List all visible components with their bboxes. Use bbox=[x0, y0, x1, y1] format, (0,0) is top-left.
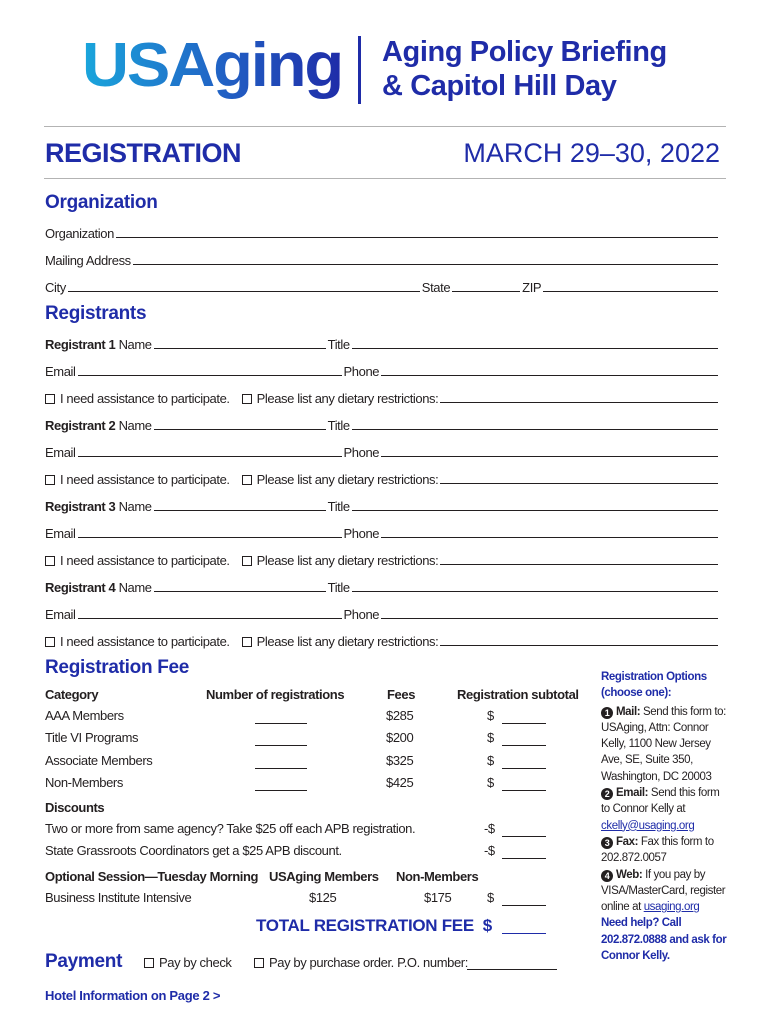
zip-label: ZIP bbox=[522, 280, 542, 295]
dietary-label: Please list any dietary restrictions: bbox=[256, 634, 439, 649]
assistance-label: I need assistance to participate. bbox=[60, 553, 230, 568]
phone-label: Phone bbox=[343, 445, 380, 460]
mail-label: Mail: bbox=[616, 705, 641, 718]
registrant-1-title-field[interactable] bbox=[352, 348, 718, 349]
fee-count-field[interactable] bbox=[255, 768, 307, 769]
help-text: Need help? Call 202.872.0888 and ask for Connor Kelly. bbox=[601, 917, 727, 963]
fee-amount: $200 bbox=[386, 730, 414, 746]
dietary-checkbox[interactable] bbox=[242, 637, 252, 647]
discount-text: State Grassroots Coordinators get a $25 APB discount. bbox=[45, 843, 342, 858]
fee-subtotal-dollar: $ bbox=[487, 730, 494, 746]
hotel-info-link[interactable]: Hotel Information on Page 2 > bbox=[45, 988, 221, 1003]
phone-label: Phone bbox=[343, 364, 380, 379]
phone-label: Phone bbox=[343, 607, 380, 622]
fee-count-field[interactable] bbox=[255, 723, 307, 724]
fee-amount: $425 bbox=[386, 774, 414, 790]
optional-subtotal-field[interactable] bbox=[502, 905, 546, 906]
number-4-icon: 4 bbox=[601, 870, 613, 882]
option-fax bbox=[601, 834, 729, 867]
fee-subtotal-field[interactable] bbox=[502, 723, 546, 724]
assistance-option[interactable] bbox=[45, 634, 230, 649]
title-label: Title bbox=[327, 418, 350, 433]
pay-by-po-option[interactable] bbox=[254, 955, 468, 971]
option-mail bbox=[601, 704, 729, 785]
registrant-3-title-field[interactable] bbox=[352, 510, 718, 511]
email-text: Send this form to Connor Kelly at bbox=[601, 787, 720, 816]
fee-category: Title VI Programs bbox=[45, 730, 139, 746]
col-usaging-members: USAging Members bbox=[269, 869, 379, 884]
po-number-field[interactable] bbox=[467, 969, 557, 970]
registrants-heading: Registrants bbox=[45, 303, 147, 324]
options-subheading: (choose one): bbox=[601, 687, 672, 700]
event-title-line-1: Aging Policy Briefing bbox=[382, 36, 667, 68]
registration-options-panel bbox=[601, 669, 729, 964]
assistance-option[interactable] bbox=[45, 472, 230, 487]
assistance-label: I need assistance to participate. bbox=[60, 391, 230, 406]
event-date: MARCH 29–30, 2022 bbox=[463, 138, 720, 168]
fee-amount: $285 bbox=[386, 708, 414, 723]
registrant-3-name-field[interactable] bbox=[154, 510, 326, 511]
organization-heading: Organization bbox=[45, 192, 158, 213]
fax-text: Fax this form to 202.872.0057 bbox=[601, 835, 714, 865]
mail-text: Send this form to: USAging, Attn: Connor Kelly, 1100 New Jersey Ave, SE, Suite 350, Washington, DC 20003 bbox=[601, 705, 726, 783]
registrant-2-phone-field[interactable] bbox=[381, 456, 718, 457]
pay-by-po-checkbox[interactable] bbox=[254, 958, 264, 968]
assistance-checkbox[interactable] bbox=[45, 556, 55, 566]
registrant-3-email-row bbox=[45, 523, 720, 541]
fee-subtotal-dollar: $ bbox=[487, 752, 494, 768]
fee-subtotal-field[interactable] bbox=[502, 745, 546, 746]
dietary-checkbox[interactable] bbox=[242, 475, 252, 485]
fee-count-field[interactable] bbox=[255, 790, 307, 791]
registrant-4-name-field[interactable] bbox=[154, 591, 326, 592]
number-2-icon: 2 bbox=[601, 788, 613, 800]
assistance-label: I need assistance to participate. bbox=[60, 472, 230, 487]
discounts-heading: Discounts bbox=[45, 800, 105, 815]
registrant-1-email-field[interactable] bbox=[78, 375, 342, 376]
col-category: Category bbox=[45, 687, 99, 702]
registrant-3-dietary-field[interactable] bbox=[440, 564, 718, 565]
title-label: Title bbox=[327, 337, 350, 352]
pay-by-check-checkbox[interactable] bbox=[144, 958, 154, 968]
registrant-2-email-row bbox=[45, 442, 720, 460]
web-link[interactable]: usaging.org bbox=[643, 901, 700, 914]
assistance-option[interactable] bbox=[45, 391, 230, 406]
city-field[interactable] bbox=[68, 291, 420, 292]
svg-text:USAging: USAging bbox=[82, 31, 342, 100]
pay-by-check-option[interactable] bbox=[144, 955, 232, 971]
total-fee-field[interactable] bbox=[502, 933, 546, 934]
registrant-4-email-field[interactable] bbox=[78, 618, 342, 619]
optional-members-price: $125 bbox=[309, 890, 337, 905]
total-fee-label: TOTAL REGISTRATION FEE bbox=[256, 916, 474, 935]
pay-by-check-label: Pay by check bbox=[159, 955, 232, 970]
registrant-3-email-field[interactable] bbox=[78, 537, 342, 538]
col-number-registrations: Number of registrations bbox=[206, 687, 345, 702]
email-label: Email bbox=[45, 364, 76, 379]
registrant-4-phone-field[interactable] bbox=[381, 618, 718, 619]
city-state-zip-row bbox=[45, 277, 720, 295]
dietary-option[interactable] bbox=[242, 391, 439, 406]
registrant-2-name-row bbox=[45, 415, 720, 433]
event-title-line-2: & Capitol Hill Day bbox=[382, 70, 617, 102]
assistance-checkbox[interactable] bbox=[45, 637, 55, 647]
fee-subtotal-field[interactable] bbox=[502, 768, 546, 769]
organization-field[interactable] bbox=[116, 237, 718, 238]
registrant-4-name-row bbox=[45, 577, 720, 595]
email-label: Email: bbox=[616, 787, 649, 800]
col-subtotal: Registration subtotal bbox=[457, 687, 579, 702]
dietary-option[interactable] bbox=[242, 472, 439, 487]
options-heading: Registration Options bbox=[601, 671, 707, 683]
registrant-3-options-row bbox=[45, 550, 720, 568]
city-label: City bbox=[45, 280, 66, 295]
optional-nonmembers-price: $175 bbox=[424, 890, 452, 905]
fee-subtotal-field[interactable] bbox=[502, 790, 546, 791]
title-label: Title bbox=[327, 580, 350, 595]
col-fees: Fees bbox=[387, 687, 416, 702]
dietary-checkbox[interactable] bbox=[242, 394, 252, 404]
fee-subtotal-dollar: $ bbox=[487, 708, 494, 723]
dietary-option[interactable] bbox=[242, 553, 439, 568]
email-link[interactable]: ckelly@usaging.org bbox=[601, 819, 695, 832]
fee-category: AAA Members bbox=[45, 708, 124, 723]
assistance-option[interactable] bbox=[45, 553, 230, 568]
registrant-label: Registrant 4 Name bbox=[45, 580, 152, 595]
registrant-1-name-row bbox=[45, 334, 720, 352]
assistance-checkbox[interactable] bbox=[45, 475, 55, 485]
mailing-address-field[interactable] bbox=[133, 264, 718, 265]
email-label: Email bbox=[45, 526, 76, 541]
dietary-checkbox[interactable] bbox=[242, 556, 252, 566]
fee-category: Non-Members bbox=[45, 774, 123, 790]
state-label: State bbox=[421, 280, 451, 295]
state-field[interactable] bbox=[452, 291, 520, 292]
registrant-1-name-field[interactable] bbox=[154, 348, 326, 349]
registrant-2-dietary-field[interactable] bbox=[440, 483, 718, 484]
col-non-members: Non-Members bbox=[396, 869, 479, 884]
discount-field[interactable] bbox=[502, 858, 546, 859]
dietary-label: Please list any dietary restrictions: bbox=[256, 391, 439, 406]
registrant-4-title-field[interactable] bbox=[352, 591, 718, 592]
organization-row bbox=[45, 223, 720, 241]
option-email bbox=[601, 785, 729, 834]
registrant-4-dietary-field[interactable] bbox=[440, 645, 718, 646]
header-rule bbox=[44, 126, 726, 127]
pay-by-po-label: Pay by purchase order. P.O. number: bbox=[269, 955, 468, 970]
registrant-1-email-row bbox=[45, 361, 720, 379]
registrant-1-dietary-field[interactable] bbox=[440, 402, 718, 403]
optional-item: Business Institute Intensive bbox=[45, 890, 192, 905]
fee-category: Associate Members bbox=[45, 752, 153, 768]
organization-label: Organization bbox=[45, 226, 114, 241]
usaging-logo bbox=[82, 30, 344, 102]
registrant-label: Registrant 2 Name bbox=[45, 418, 152, 433]
zip-field[interactable] bbox=[543, 291, 718, 292]
registrant-label: Registrant 3 Name bbox=[45, 499, 152, 514]
total-fee-dollar: $ bbox=[482, 916, 492, 935]
number-3-icon: 3 bbox=[601, 837, 613, 849]
registrant-2-title-field[interactable] bbox=[352, 429, 718, 430]
fee-count-field[interactable] bbox=[255, 745, 307, 746]
registration-fee-heading: Registration Fee bbox=[45, 657, 190, 678]
title-label: Title bbox=[327, 499, 350, 514]
optional-subtotal-dollar: $ bbox=[487, 890, 494, 905]
option-web bbox=[601, 867, 729, 916]
total-fee-row bbox=[256, 916, 492, 936]
registrant-2-options-row bbox=[45, 469, 720, 487]
title-rule bbox=[44, 178, 726, 179]
web-label: Web: bbox=[616, 868, 643, 881]
number-1-icon: 1 bbox=[601, 707, 613, 719]
dietary-option[interactable] bbox=[242, 634, 439, 649]
email-label: Email bbox=[45, 445, 76, 460]
registrant-3-phone-field[interactable] bbox=[381, 537, 718, 538]
fee-subtotal-dollar: $ bbox=[487, 774, 494, 790]
discount-text: Two or more from same agency? Take $25 off each APB registration. bbox=[45, 821, 416, 836]
registrant-2-email-field[interactable] bbox=[78, 456, 342, 457]
discount-dollar: -$ bbox=[484, 843, 495, 858]
mailing-address-label: Mailing Address bbox=[45, 253, 131, 268]
discount-field[interactable] bbox=[502, 836, 546, 837]
registrant-3-name-row bbox=[45, 496, 720, 514]
registrant-1-options-row bbox=[45, 388, 720, 406]
assistance-checkbox[interactable] bbox=[45, 394, 55, 404]
dietary-label: Please list any dietary restrictions: bbox=[256, 472, 439, 487]
phone-label: Phone bbox=[343, 526, 380, 541]
fee-amount: $325 bbox=[386, 752, 414, 768]
registrant-1-phone-field[interactable] bbox=[381, 375, 718, 376]
mailing-address-row bbox=[45, 250, 720, 268]
web-text: If you pay by VISA/MasterCard, register online at bbox=[601, 868, 726, 914]
assistance-label: I need assistance to participate. bbox=[60, 634, 230, 649]
payment-heading: Payment bbox=[45, 951, 123, 972]
page-title: REGISTRATION bbox=[45, 138, 241, 168]
optional-session-heading: Optional Session—Tuesday Morning bbox=[45, 869, 259, 884]
registrant-2-name-field[interactable] bbox=[154, 429, 326, 430]
registrant-4-email-row bbox=[45, 604, 720, 622]
header-divider bbox=[358, 36, 361, 104]
fax-label: Fax: bbox=[616, 835, 639, 848]
dietary-label: Please list any dietary restrictions: bbox=[256, 553, 439, 568]
discount-dollar: -$ bbox=[484, 821, 495, 836]
registrant-label: Registrant 1 Name bbox=[45, 337, 152, 352]
email-label: Email bbox=[45, 607, 76, 622]
registrant-4-options-row bbox=[45, 631, 720, 649]
